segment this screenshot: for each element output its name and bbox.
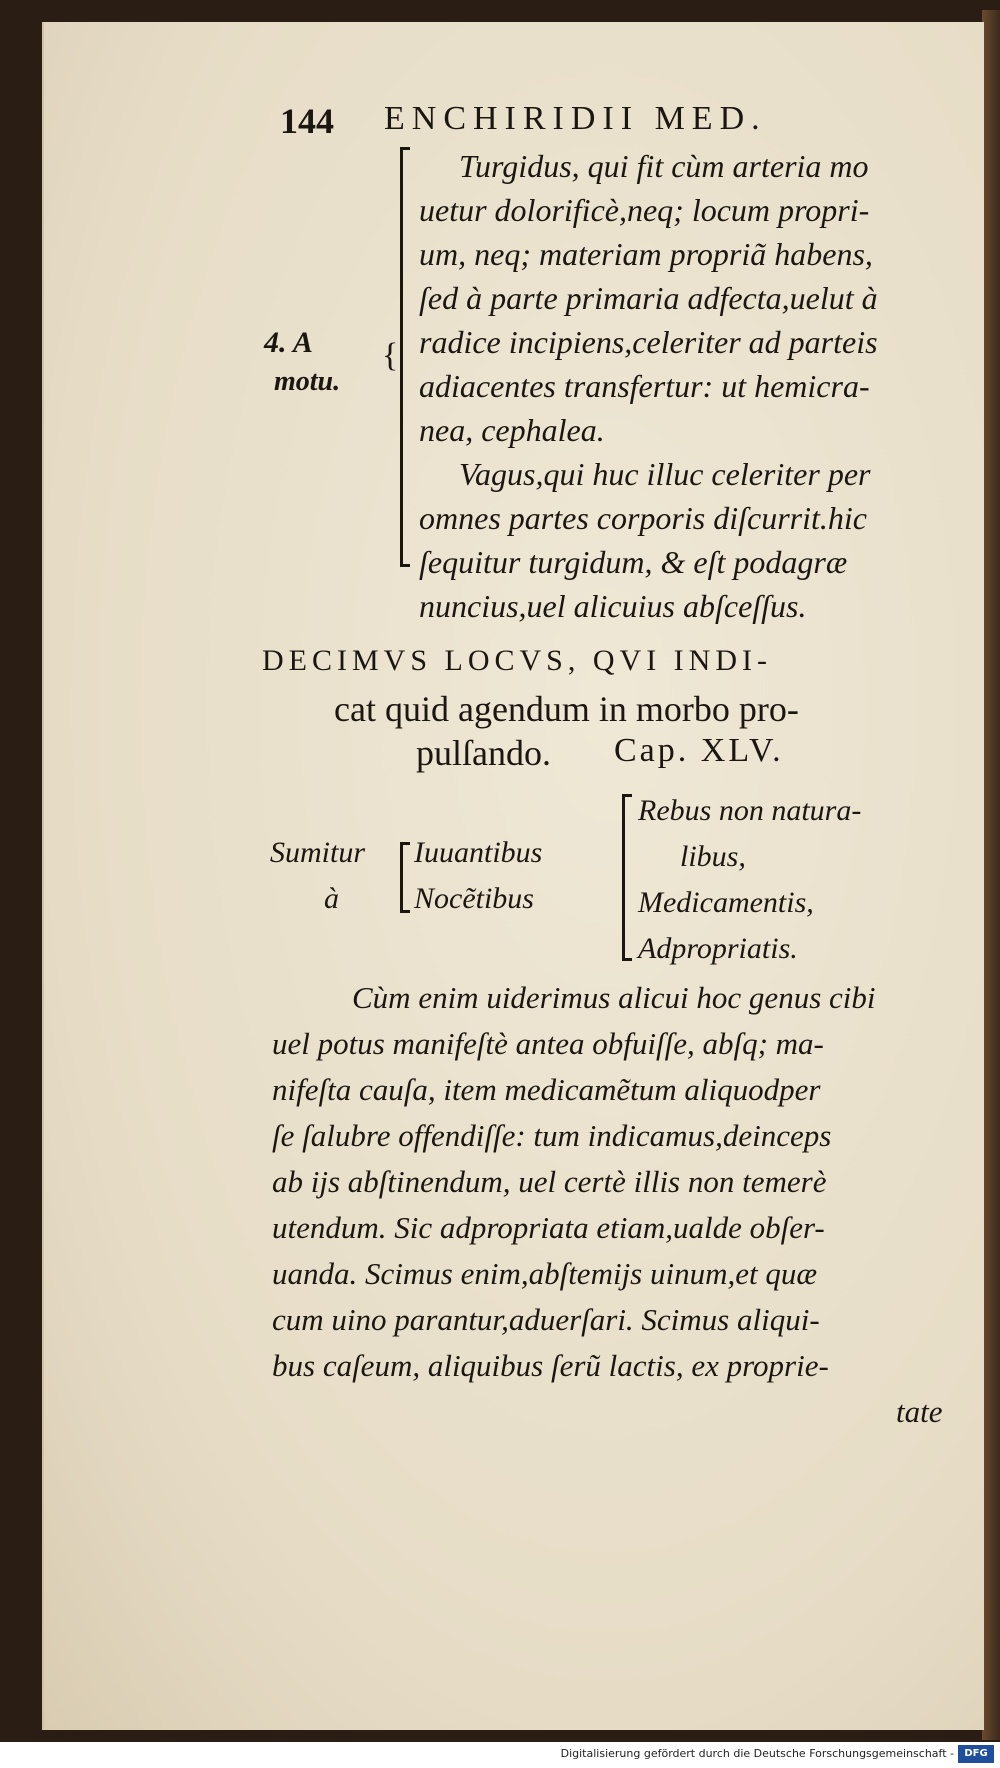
margin-label-motu: motu. [274,366,341,397]
brace-large [622,794,625,960]
chapter-heading-line-2: cat quid agendum in morbo pro- [334,689,799,729]
chapter-number: Cap. XLV. [614,732,784,769]
dfg-logo: DFG [958,1745,994,1763]
section-line-8: Vagus,qui huc illuc celeriter per [459,456,871,492]
running-title: ENCHIRIDII MED. [384,100,767,137]
section-line-7: nea, cephalea. [419,412,605,448]
brace-small-bottom [400,910,410,913]
body-line-6: utendum. Sic adpropriata etiam,ualde obſer- [272,1210,825,1245]
section-line-2: uetur dolorificè,neq; locum propri- [419,192,870,228]
footer-bar [0,1742,1000,1768]
section-line-11: nuncius,uel alicuius abſceſſus. [419,588,807,624]
footer-credit: Digitalisierung gefördert durch die Deutsche Forschungsgemeinschaft - [560,1747,954,1760]
body-line-7: uanda. Scimus enim,abſtemijs uinum,et quæ [272,1256,818,1291]
brace-large-top [622,794,632,797]
page-number: 144 [280,101,334,141]
table-medicamentis: Medicamentis, [638,886,814,919]
margin-label-number: 4. A [264,326,313,359]
body-line-8: cum uino parantur,aduerſari. Scimus aliqui- [272,1302,820,1337]
table-iuuantibus: Iuuantibus [414,836,543,869]
book-page [42,22,984,1730]
body-line-5: ab ijs abſtinendum, uel certè illis non temerè [272,1164,827,1199]
brace-small [400,842,403,912]
body-line-3: nifeſta cauſa, item medicamẽtum aliquodper [272,1072,821,1107]
brace-large-bottom [622,958,632,961]
body-line-9: bus caſeum, aliquibus ſerũ lactis, ex proprie- [272,1348,829,1383]
section-line-1: Turgidus, qui fit cùm arteria mo [459,148,869,184]
book-edge [982,10,1000,1740]
section-line-10: ſequitur turgidum, & eſt podagræ [419,544,848,580]
body-line-1: Cùm enim uiderimus alicui hoc genus cibi [352,980,876,1015]
chapter-heading-line-3: pulſando. [416,733,551,773]
catchword: tate [896,1394,943,1429]
chapter-heading-line-1: DECIMVS LOCVS, QVI INDI- [262,644,772,677]
section-line-6: adiacentes transfertur: ut hemicra- [419,368,870,404]
body-line-4: ſe ſalubre offendiſſe: tum indicamus,deinceps [272,1118,832,1153]
table-adpropriatis: Adpropriatis. [638,932,798,965]
table-nocetibus: Nocẽtibus [414,882,534,915]
section-brace-tip: { [382,337,399,374]
section-line-3: um, neq; materiam propriã habens, [419,236,873,272]
section-brace [400,147,403,567]
body-line-2: uel potus manifeſtè antea obfuiſſe, abſq; ma- [272,1026,824,1061]
table-sumitur: Sumitur [270,836,366,869]
section-brace-top [400,147,410,150]
section-line-9: omnes partes corporis diſcurrit.hic [419,500,867,536]
table-rebus-1: Rebus non natura- [638,794,862,827]
section-brace-bottom [400,564,410,567]
brace-small-top [400,842,410,845]
section-line-5: radice incipiens,celeriter ad parteis [419,324,878,360]
section-line-4: ſed à parte primaria adfecta,uelut à [419,280,878,316]
table-rebus-2: libus, [680,840,746,873]
table-a: à [324,882,339,915]
